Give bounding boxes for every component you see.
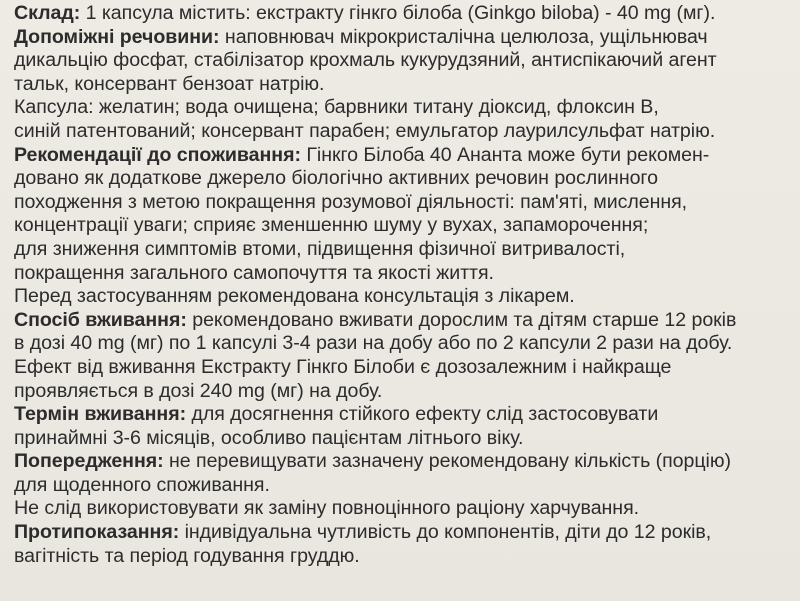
recommendations-line-6: покращення загального самопочуття та якості життя. — [14, 261, 494, 284]
composition-label: Склад: — [14, 2, 81, 24]
recommendations-line-2: довано як додаткове джерело біологічно активних речовин рослинного — [14, 167, 658, 190]
effect-line-2: проявляється в дозі 240 mg (мг) на добу. — [14, 379, 383, 402]
warning-line — [14, 450, 792, 474]
excipients-text: наповнювач мікрокристалічна целюлоза, ущільнювач — [219, 25, 708, 48]
warning-line-2: для щоденного споживання. — [14, 473, 270, 496]
duration-line-2: принаймні 3-6 місяців, особливо пацієнтам літнього віку. — [14, 426, 524, 449]
usage-text: рекомендовано вживати дорослим та дітям старше 12 років — [186, 308, 737, 331]
consultation-line: Перед застосуванням рекомендована консультація з лікарем. — [14, 285, 575, 308]
usage-line — [14, 309, 792, 333]
excipients-line-2: дикальцію фосфат, стабілізатор крохмаль кукурудзяний, антиспікаючий агент — [14, 49, 717, 72]
contraindications-line — [14, 521, 792, 545]
usage-line-2: в дозі 40 mg (мг) по 1 капсулі 3-4 рази на добу або по 2 капсули 2 рази на добу. — [14, 332, 733, 355]
contraindications-text: індивідуальна чутливість до компонентів, діти до 12 років, — [179, 521, 712, 544]
effect-line: Ефект від вживання Екстракту Гінкго Білоби є дозозалежним і найкраще — [14, 355, 672, 378]
warning-label: Попередження: — [14, 450, 164, 473]
excipients-line — [14, 26, 792, 50]
composition-text: 1 капсула містить: екстракту гінкго білоба (Ginkgo biloba) - 40 mg (мг). — [80, 2, 716, 24]
duration-line — [14, 403, 792, 427]
recommendations-text: Гінкго Білоба 40 Ананта може бути рекомен- — [300, 143, 710, 166]
recommendations-line-5: для зниження симптомів втоми, підвищення фізичної витривалості, — [14, 237, 626, 260]
duration-text: для досягнення стійкого ефекту слід застосовувати — [186, 403, 659, 426]
usage-label: Спосіб вживання: — [14, 308, 187, 331]
contraindications-label: Протипоказання: — [14, 521, 180, 544]
recommendations-label: Рекомендації до споживання: — [14, 143, 301, 166]
warning-line-3: Не слід використовувати як заміну повноцінного раціону харчування. — [14, 497, 640, 520]
excipients-label: Допоміжні речовини: — [14, 25, 220, 48]
contraindications-line-2: вагітність та період годування груддю. — [14, 544, 360, 567]
recommendations-line — [14, 144, 792, 168]
capsule-line-2: синій патентований; консервант парабен; емульгатор лаурилсульфат натрію. — [14, 119, 716, 142]
excipients-line-3: тальк, консервант бензоат натрію. — [14, 72, 325, 95]
composition-line — [14, 2, 792, 26]
duration-label: Термін вживання: — [14, 403, 187, 426]
recommendations-line-3: походження з метою покращення розумової діяльності: пам'яті, мислення, — [14, 190, 688, 213]
warning-text: не перевищувати зазначену рекомендовану кількість (порцію) — [163, 450, 731, 473]
capsule-line: Капсула: желатин; вода очищена; барвники титану діоксид, флоксин B, — [14, 96, 659, 119]
recommendations-line-4: концентрації уваги; сприяє зменшенню шуму у вухах, запаморочення; — [14, 214, 649, 237]
